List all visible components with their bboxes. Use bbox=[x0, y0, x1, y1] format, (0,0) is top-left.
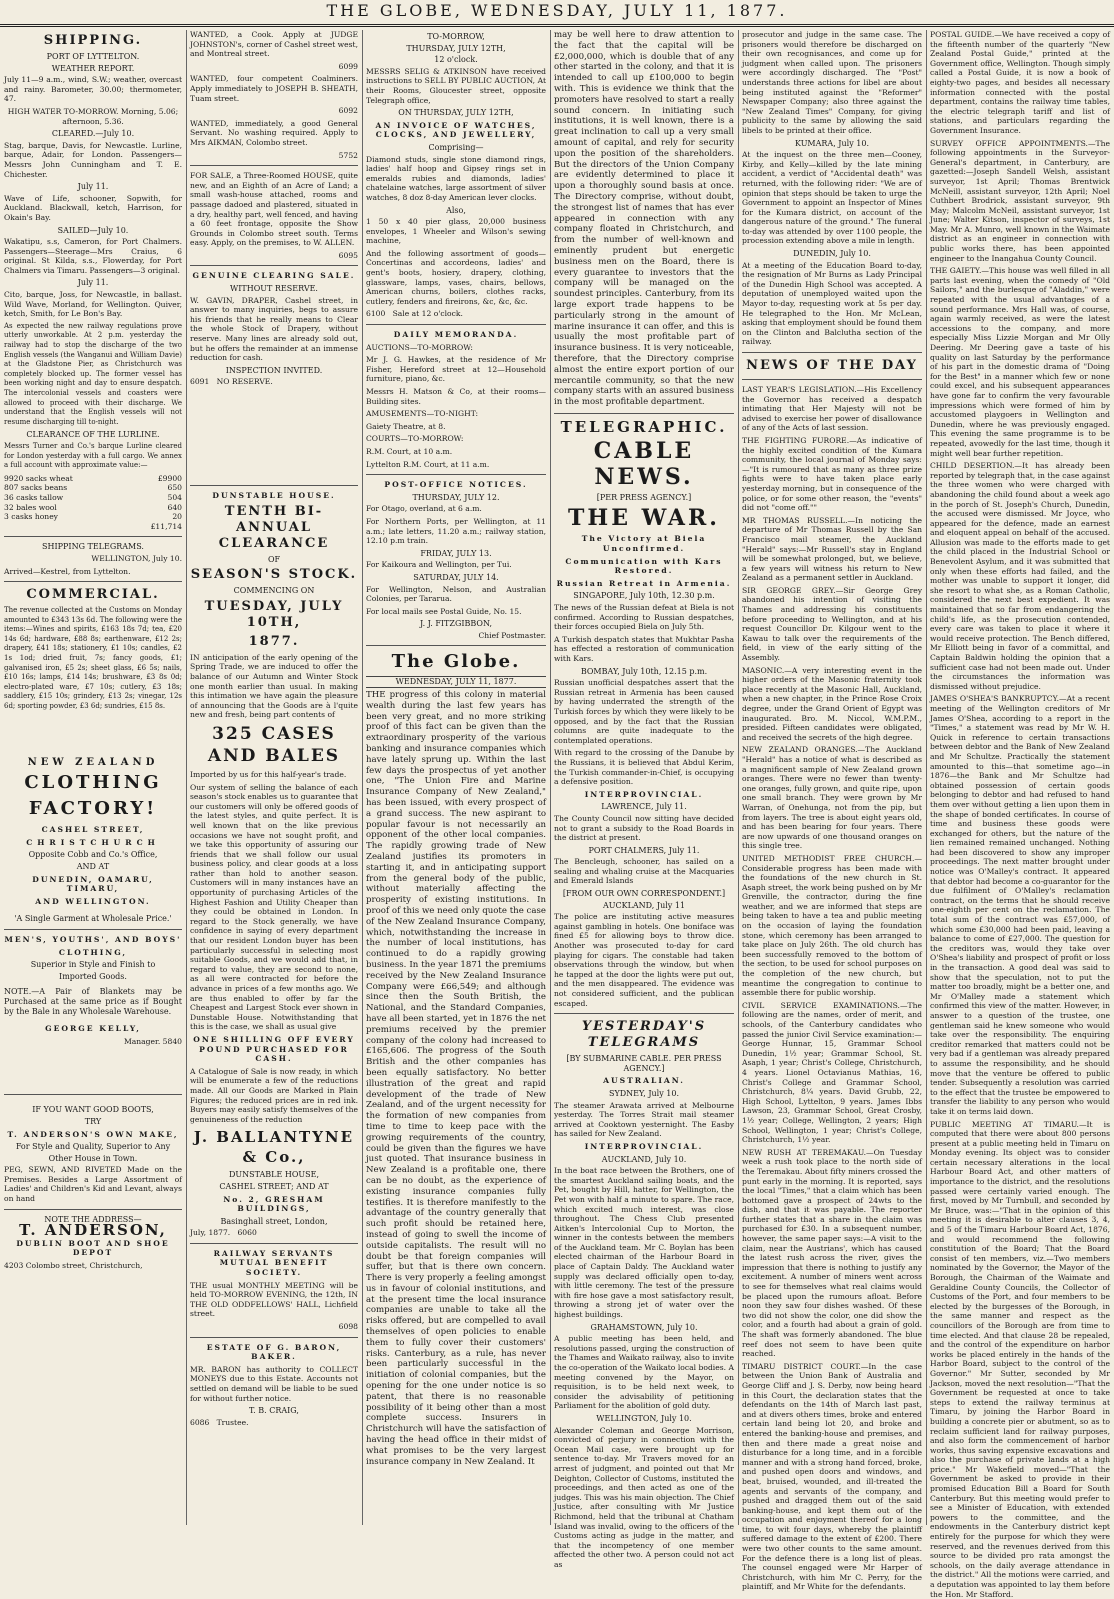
date-subhead: July 11. bbox=[4, 182, 182, 192]
telegraphic-heading: TELEGRAPHIC. bbox=[554, 419, 734, 435]
editorial-continued: may be well here to draw attention to the fact that the capital will be £2,000,000, which is double that of any other started in the colony, and that it is intended to call up £100,000 to begin with. This is evidence we think that the promoters have resolved to start a really sound concern. In initiating such institutions, it is well known, there is a great inclination to call up a very small amount of capital, and rely for security upon the position of the shareholders. But the directors of the Union Company are evidently determined to place it upon a thoroughly sound basis at once. The Directory comprise, without doubt, the strongest list of names that has ever appeared in connection with any company floated in Christchurch, and from the number of well-known and eminently prudent but energetic business men on the Board, there is every guarantee to investors that the company will be managed on the soundest principles. Canterbury, from its large export trade happens to be particularly strong in the amount of marine insurance it can offer, and this is usually the most profitable part of insurance business. It is very noticeable, therefore, that the Directory comprise almost the entire export portion of our mercantile community, so that the new company starts with an assured business in the most profitable department. bbox=[554, 30, 734, 408]
imported-text: Imported by us for this half-year's trade. bbox=[190, 770, 358, 780]
factory-heading: CLOTHING FACTORY! bbox=[4, 770, 182, 822]
column-rule bbox=[738, 30, 739, 1525]
commencing: COMMENCING ON bbox=[190, 586, 358, 596]
dunedin-text: At a meeting of the Education Board to-day, the resignation of Mr Burns as Lady Principal of the Dunedin High School was accepted. A deputation of unemployed waited upon the Mayor to-day, requesting work at 5s per day. He telegraphed to the Hon. Mr McLean, asking that employment should be found them on the Clinton and Balclutha section of the railway. bbox=[742, 261, 922, 347]
sale-year: 1877. bbox=[190, 634, 358, 650]
news-item: THE FIGHTING FURORE.—As indicative of the highly excited condition of the Kumara community, the local journal of Monday says:—"It is rumoured that as many as three prize fights were to have taken place early yesterday morning, but in consequence of the police, or for some other reason, the "events" did not "come off."" bbox=[742, 436, 922, 513]
seasons-stock: SEASON'S STOCK. bbox=[190, 567, 358, 583]
auckland-text: The police are instituting active measures against gambling in hotels. One boniface was fined £5 for allowing boys to throw dice. Another was prosecuted to-day for card playing for cigars. The constable had taken observations through the window, but when he tapped at the door the lights were put out, and the men disappeared. The evidence was not considered sufficient, and the publican escaped. bbox=[554, 912, 734, 1008]
ballantyne-name: J. BALLANTYNE & Co., bbox=[190, 1127, 358, 1167]
grahamstown-text: A public meeting has been held, and resolutions passed, urging the construction of the Thames and Waikato railway, also to invite the co-operation of the Waikato local bodies. A meeting convened by the Mayor, on requisition, is to be held next week, to consider the advisability of petitioning Parliament for the abolition of gold duty. bbox=[554, 1334, 734, 1411]
invoice-heading: AN INVOICE OF WATCHES, CLOCKS, AND JEWELLERY, bbox=[366, 121, 546, 140]
dunstable-house: DUNSTABLE HOUSE, bbox=[190, 1170, 358, 1180]
craig-name: T. B. CRAIG, bbox=[190, 1406, 358, 1416]
envelopes-text: 1 50 x 40 pier glass, 20,000 business envelopes, 1 Wheeler and Wilson's sewing machine, bbox=[366, 217, 546, 246]
ad-number: 6092 bbox=[190, 106, 358, 116]
kumara-text: At the inquest on the three men—Cooney, Kirby, and Kelly—killed by the late mining accident, a verdict of "Accidental death" was returned, with the following rider: "We are of opinion that steps should be taken to urge the Government to appoint an Inspector of Mines for the Kumara district, on account of the dangerous nature of the ground." The funeral to-day was attended by over 1100 people, the procession extending above a mile in length. bbox=[742, 150, 922, 246]
anderson-name: T. ANDERSON, bbox=[4, 1226, 182, 1236]
sydney-dateline: SYDNEY, July 10. bbox=[554, 1089, 734, 1099]
news-item: SIR GEORGE GREY.—Sir George Grey abandoned his intention of visiting the Thames and addressing his constituents before proceeding to Wellington, and at his request Councillor Dr. Kilgour went to the Kawau to talk over the requirements of the field, in view of the early sitting of the Assembly. bbox=[742, 586, 922, 663]
cashel-street: CASHEL STREET; AND AT bbox=[190, 1182, 358, 1192]
for-sale-ad: FOR SALE, a Three-Roomed HOUSE, quite new, and an Eighth of an Acre of Land; a small wash-house attached, rooms and passage dadoed and plastered, situated in a dry, healthy part, well fenced, and having a 60 feet frontage, opposite the Show Grounds in Colombo street south. Terms easy. Apply, on the premises, to W. ALLEN. bbox=[190, 171, 358, 248]
post-item: For Kaikoura and Wellington, per Tui. bbox=[366, 560, 546, 570]
column-rule bbox=[550, 30, 551, 1525]
and-at: AND AT bbox=[4, 862, 182, 872]
news-item: THE GAIETY.—This house was well filled in all parts last evening, when the comedy of "Old Sailors," and the burlesque of "Aladdin," were repeated with the usual advantages of a sound performance. Mrs Hall was, of course, again warmly received, as were the latest accessions to the company, and more especially Miss Lizzie Morgan and Mr Olly Deering. Mr Deering gave a taste of his quality on last Saturday by the performance of his part in the domestic drama of "Doing for the Best" in a manner which few or none could excel, and his subsequent appearances have gone far to confirm the very favourable impressions which were formed of him by accustomed playgoers in Wellington and Dunedin, where he was previously engaged. This evening the same programme is to be repeated, avowedly for the last time, though it might well bear further repetition. bbox=[930, 266, 1110, 458]
ballantyne-date: July, 1877. 6060 bbox=[190, 1228, 358, 1238]
kumara-dateline: KUMARA, July 10. bbox=[742, 139, 922, 149]
interprovincial-heading: INTERPROVINCIAL. bbox=[554, 1142, 734, 1152]
column-rule bbox=[362, 30, 363, 1525]
of: OF bbox=[190, 555, 358, 565]
fitzgibbon: J. J. FITZGIBBON, bbox=[366, 619, 546, 629]
telegrams-heading: SHIPPING TELEGRAMS. bbox=[4, 542, 182, 552]
lead-text: prosecutor and judge in the same case. The prisoners would therefore be discharged on their own recognisances, and come up for judgment when called upon. The prisoners were accordingly discharged. The "Post" understands three actions for libel are about being instituted against the "Reformer" Newspaper Company; also three against the "New Zealand Times" Company, for giving publicity to the same by allowing the said libels to be printed at their office. bbox=[742, 30, 922, 136]
news-item: LAST YEAR'S LEGISLATION.—His Excellency the Governor has received a despatch intimating that Her Majesty will not be advised to exercise her power of disallowance of any of the Acts of last session. bbox=[742, 385, 922, 433]
war-text: A Turkish despatch states that Mukhtar Pasha has effected a restoration of communication with Kars. bbox=[554, 635, 734, 664]
address-heading: NOTE THE ADDRESS— bbox=[4, 1215, 182, 1225]
kelly-name: GEORGE KELLY, bbox=[4, 1024, 182, 1034]
branches-wellington: AND WELLINGTON. bbox=[4, 897, 182, 907]
cases-bales: 325 CASES AND BALES bbox=[190, 723, 358, 767]
dateline: WEDNESDAY, JULY 11, 1877. bbox=[366, 676, 546, 688]
cleared-text: Stag, barque, Davis, for Newcastle. Lurline, barque, Adair, for London. Passengers—Messrs John Cunningham and T. E. Chichester. bbox=[4, 141, 182, 179]
post-item: For local mails see Postal Guide, No. 15. bbox=[366, 607, 546, 617]
courts-label: COURTS—TO-MORROW: bbox=[366, 434, 546, 444]
cargo-table bbox=[4, 474, 182, 532]
auckland-dateline: AUCKLAND, July 11 bbox=[554, 901, 734, 911]
dunedin-dateline: DUNEDIN, July 10. bbox=[742, 249, 922, 259]
wave-text: Wave of Life, schooner, Sopwith, for Auckland. Blackwall, ketch, Harrison, for Okain's Bay. bbox=[4, 194, 182, 223]
globe-title: The Globe. bbox=[366, 651, 546, 673]
kelly-title: Manager. 5840 bbox=[4, 1037, 182, 1047]
twelve: 12 o'clock. bbox=[366, 55, 546, 65]
news-item: POSTAL GUIDE.—We have received a copy of the fifteenth number of the quarterly "New Zealand Postal Guide," printed at the Government office, Wellington. Though simply called a Postal Guide, it is now a book of eighty-two pages, and besides all necessary information connected with the postal department, contains the railway time tables, the electric telegraph tariff and list of stations, and particulars regarding the Government Insurance. bbox=[930, 30, 1110, 136]
weather-text: July 11—9 a.m., wind, S.W.; weather, overcast and rainy. Barometer, 30.00; thermometer, 47. bbox=[4, 75, 182, 104]
auctions-label: AUCTIONS—TO-MORROW: bbox=[366, 343, 546, 353]
ad-number: 5752 bbox=[190, 151, 358, 161]
thursday: THURSDAY, JULY 12TH, bbox=[366, 44, 546, 54]
gaiety-item: Gaiety Theatre, at 8. bbox=[366, 422, 546, 432]
post-item: For Wellington, Nelson, and Australian Colonies, per Tararua. bbox=[366, 585, 546, 604]
ad-number: 6095 bbox=[190, 251, 358, 261]
news-item: CHILD DESERTION.—It has already been reported by telegraph that, in the case against the three women who were charged with abandoning the child found about a week ago in the porch of St. Joseph's Church, Dunedin, the accused were dismissed. Mr Joyce, who appeared for the defence, made an earnest and eloquent appeal on behalf of the accused. Allusion was made to the efforts made to get the child placed in the Industrial School or Benevolent Asylum, and it was submitted that only when these efforts had failed, and the mother was unable to support it longer, did she resort to what she, as a Roman Catholic, considered the next best expedient. It was maintained that so far from endangering the child's life, as the prosecution contended, every care was taken to place it where it would receive protection. The Bench differed, Mr Elliott being in favor of a committal, and Captain Baldwin holding the opinion that a sufficient case had not been made out. Under the circumstances the information was dismissed without prejudice. bbox=[930, 461, 1110, 691]
ad-number: 6098 bbox=[190, 1322, 358, 1332]
news-item: NEW ZEALAND ORANGES.—The Auckland "Herald" has a notice of what is described as a magnificent sample of New Zealand grown oranges. There were no fewer than twenty-one oranges, fully grown, and quite ripe, upon one small branch. They were grown by Mr Warran, of Onehunga, not from the pip, but from layers. The tree is about eight years old, and has been bearing for four years. There are now upwards of one thousand oranges on this single tree. bbox=[742, 745, 922, 851]
system-text: Our system of selling the balance of each season's stock enables us to guarantee that our customers will only be offered goods of the latest styles, and quite perfect. It is well known that on the like previous occasions we have not sought profit, and we take this opportunity of assuring our friends that we shall follow our usual business policy, and clear goods at a loss rather than hold to another season. Customers will in many instances have an opportunity of purchasing Articles of the Highest Fashion and Utility Cheaper than they could be obtained in London. In regard to the Stock generally, we have confidence in saying of every department that our resident London buyer has been particularly successful in selecting most suitable Goods, and we would add that, in regard to value, they are second to none, as all were contracted for before the advance in prices of a few months ago. We are thus enabled to offer by far the Cheapest and Largest Stock ever shown in Dunstable House. Notwithstanding that this is the case, we shall as usual give bbox=[190, 783, 358, 1032]
weather-heading: WEATHER REPORT. bbox=[4, 64, 182, 74]
memoranda-heading: DAILY MEMORANDA. bbox=[366, 330, 546, 340]
christchurch: CHRISTCHURCH bbox=[4, 838, 182, 848]
editorial-text: THE progress of this colony in material wealth during the last few years has been very great, and no more striking proof of this fact can be given than the extraordinary prosperity of the various banking and insurance companies which have lately sprung up. Within the last few days the prospectus of yet another one, "The Union Fire and Marine Insurance Company of New Zealand," has been issued, with every prospect of a grand success. The new aspirant to popular favour is not necessarily an opponent of the other local companies. The rapidly growing trade of New Zealand justifies its promoters in starting it, and in anticipating support from the general body of the public, without materially affecting the prosperity of existing institutions. In proof of this we need only quote the case of the New Zealand Insurance Company, which, notwithstanding the increase in the number of local institutions, has continued to do a rapidly growing business. In the year 1871 the premiums received by the New Zealand Insurance Company were £66,549; and although since then the South British, the National, and the Standard Companies, have all been started, yet in 1876 the net premiums received by the premier company of the colony had increased to £165,606. The progress of the South British and the other companies has been equally satisfactory. No better illustration of the great and rapid development of the trade of New Zealand, and of the urgent necessity for the formation of new companies from time to time to keep pace with the growing requirements of the country, could be given than the figures we have just quoted. That insurance business in New Zealand is a profitable one, there can be no doubt, as the experience of existing insurance companies fully testifies. It is therefore manifestly to the advantage of the country generally that such profit should be retained here, instead of going to swell the income of outside capitalists. The result will no doubt be that foreign companies will suffer, but that is there own concern. There is very properly a feeling amongst us in favour of colonial institutions, and at the present time the local insurance companies are unable to take all the risks offered, but are compelled to avail themselves of open policies to enable them to fully cover their customers' risks. Canterbury, as a rule, has never been particularly successful in the initiation of colonial companies, but the opening for the one under notice is so patent, that there is no reasonable possibility of it being other than a most complete success. Insurers in Christchurch will have the satisfaction of having the head office in their midst of what promises to be the very largest insurance company in New Zealand. It bbox=[366, 690, 546, 1467]
lawrence-dateline: LAWRENCE, July 11. bbox=[554, 802, 734, 812]
high-water: HIGH WATER TO-MORROW. Morning, 5.06; afternoon, 5.36. bbox=[4, 107, 182, 126]
single-garment: 'A Single Garment at Wholesale Price.' bbox=[4, 914, 182, 924]
sailed-text: Wakatipu, s.s, Cameron, for Port Chalmers. Passengers—Steerage—Mrs Craius, 6 original. St Kilda, s.s., Flowerday, for Port Chalmers via Timaru. Passengers—3 original. bbox=[4, 237, 182, 275]
opposite: Opposite Cobb and Co.'s Office, bbox=[4, 850, 182, 860]
auckland-text: In the boat race between the Brothers, one of the smartest Auckland sailing boats, and the Pet, bought by Hill, hatter, for Wellington, the Pet won with half a minute to spare. The race, which excited much interest, was close throughout. The Chess Club presented Aitken's Intercolonial Cup to Morton, the winner in the contests between the members of the Auckland team. Mr C. Boylan has been elected chairman of the Harbour Board in place of Captain Daldy. The Auckland water supply was declared officially open to-day, with little ceremony. The test of the pressure with fire hose gave a most satisfactory result, throwing a strong jet of water over the highest buildings. bbox=[554, 1166, 734, 1320]
yesterday-heading: YESTERDAY'S TELEGRAMS bbox=[554, 1019, 734, 1051]
news-item: TIMARU DISTRICT COURT.—In the case between the Union Bank of Australia and George Cliff and J. S. Derby, now being heard in this Court, the declaration states that the defendants on the 14th of March last past, and at divers others times, broke and entered certain land being lot 20, and broke and entered the banking-house and premises, and then and there made a great noise and disturbance for a long time, and in a forcible manner and with a strong hand forced, broke, and pushed open doors and windows, and beat, bruised, wounded, and ill-treated the agents and servants of the company, and pushed and dragged them out of the said banking-house, and kept them out of the occupation and enjoyment thereof for a long time, to wit four days, whereby the plaintiff suffered damage to the extent of £200. There were two other counts to the same amount. For the defence there is a long list of pleas. The counsel engaged were Mr Harper of Christchurch, with him Mr C. Perry, for the plaintiff, and Mr White for the defendants. bbox=[742, 1362, 922, 1592]
lawrence-text: The County Council now sitting have decided not to grant a subsidy to the Road Boards in the district at present. bbox=[554, 814, 734, 843]
tuesday-date: TUESDAY, JULY 10TH, bbox=[190, 599, 358, 631]
shipping-heading: SHIPPING. bbox=[4, 33, 182, 49]
war-text: Russian unofficial despatches assert that the Russian retreat in Armenia has been caused by having underrated the strength of the Turkish forces by which they were likely to be opposed, and by the fact that the Russian columns are quite inadequate to the contemplated operations. bbox=[554, 678, 734, 745]
news-item: PUBLIC MEETING AT TIMARU.—It is computed that there were about 800 persons present at a public meeting held in Timaru on Monday evening. Its object was to consider certain necessary alterations in the local Harbour Board Act, and other matters of importance to the district, and the resolutions passed were certainly varied enough. The first, moved by Mr Turnbull, and seconded by Mr Bruce, was:—"That in the opinion of this meeting it is desirable to alter clauses 3, 4, and 5 of the Timaru Harbour Board Act, 1876, and would recommend the following constitution of the Board; That the Board consist of ten members, viz.—Two members nominated by the Governor, the Mayor of the Borough, the Chairman of the Waimate and Geraldine County Councils, the Collector of Customs of the Port, and four members to be elected by the burgesses of the Borough, in the same manner and respect as the councillors of the Borough are from time to time elected. And that clause 28 be repealed, and the control of the expenditure on harbor works be placed entirely in the hands of the Harbor Board, subject to the control of the Governor." Mr Sutter, seconded by Mr Jackson, moved the next resolution—"That the Government be requested at once to take steps to extend the railway terminus at Timaru, by joining the Harbor Board in building a concrete pier or abutment, so as to reclaim sufficient land for railway purposes, and also form the commencement of harbor works, thus saving expensive excavations and also the purchase of private lands at a high price." Mr Wakefield moved—"That the Government be asked to provide in their promised Education Bill a Board for South Canterbury. But this meeting would prefer to see a Minister of Education, with extended powers to the committee, and the endowments in the Canterbury district kept entirely for the purpose for which they were reserved, and the revenues derived from this source to be divided pro rata amongst the schools, on the daily average attendance in the district." All the motions were carried, and a deputation was appointed to lay them before the Hon. Mr Stafford. bbox=[930, 1120, 1110, 1599]
railway-text: As expected the new railway regulations prove utterly unworkable. At 2 p.m. yesterday the railway had to stop the discharge of the two English vessels (the Wanganui and William Davie) at the Gladstone Pier, as Christchurch was completely blocked up. The former vessel has been working night and day to ensure despatch. The intercolonial vessels and coasters were allowed to proceed with their discharge. We understand that the English vessels will not resume discharging till to-night. bbox=[4, 322, 182, 428]
port-heading: PORT OF LYTTELTON. bbox=[4, 52, 182, 62]
style-line: For Style and Quality, Superior to Any bbox=[4, 1142, 182, 1152]
news-item: SURVEY OFFICE APPOINTMENTS.—The following appointments in the Surveyor-General's department, in Canterbury, are gazetted:—Joseph Sandell Welsh, assistant surveyor, 1st April; Thomas Brentwick McNeill, assistant surveyor, 12th April; Noel Cuthbert Brodrick, assistant surveyor, 9th May; Malcolm McNeil, assistant surveyor, 1st June; Walter Kitson, inspector of surveys, 1st May. Mr A. Munro, well known in the Waimate district as an engineer in connection with public works there, has been appointed engineer to the Inangahua County Council. bbox=[930, 139, 1110, 264]
imported-line: Imported Goods. bbox=[4, 972, 182, 982]
try: TRY bbox=[4, 1117, 182, 1127]
no-reserve-line: 6091 NO RESERVE. bbox=[190, 377, 358, 387]
on-thursday: ON THURSDAY, JULY 12TH, bbox=[366, 108, 546, 118]
tomorrow: TO-MORROW, bbox=[366, 32, 546, 42]
column-3 bbox=[366, 30, 546, 1525]
clearance-text: Messrs Turner and Co.'s barque Lurline cleared for London yesterday with a full cargo. We annex a full account with approximate value:— bbox=[4, 442, 182, 471]
war-text: With regard to the crossing of the Danube by the Russians, it is believed that Abdul Kerim, the Turkish commander-in-Chief, is occupying a defensive position. bbox=[554, 748, 734, 786]
column-1 bbox=[4, 30, 182, 1525]
boots-heading: IF YOU WANT GOOD BOOTS, bbox=[4, 1105, 182, 1115]
chalmers-text: The Bencleugh, schooner, has sailed on a sealing and whaling cruise at the Macquaries and Emerald Islands bbox=[554, 857, 734, 886]
column-6 bbox=[930, 30, 1110, 1525]
submarine: [BY SUBMARINE CABLE. PER PRESS AGENCY.] bbox=[554, 1054, 734, 1073]
masthead: THE GLOBE, WEDNESDAY, JULY 11, 1877. bbox=[0, 0, 1114, 27]
wanted-ad: WANTED, a Cook. Apply at JUDGE JOHNSTON's, corner of Cashel street west, and Montreal street. bbox=[190, 30, 358, 59]
news-item: MASONIC.—A very interesting event in the higher orders of the Masonic fraternity took place recently at the Masonic Hall, Auckland, when a new chapter, in the Prince Rose Croix degree, under the Grand Orient of Egypt was inaugurated. Bro. M. Niccol, W.M.P.M., presided. Fifteen candidates were obligated, and received the secrets of the high degree. bbox=[742, 666, 922, 743]
date-subhead: July 11. bbox=[4, 278, 182, 288]
news-item: MR THOMAS RUSSELL.—In noticing the departure of Mr Thomas Russell by the San Francisco mail steamer, the Auckland "Herald" says:—Mr Russell's stay in England will be somewhat prolonged, but, we believe, a few years will witness his return to New Zealand as a permanent settler in Auckland. bbox=[742, 516, 922, 583]
other-line: Other House in Town. bbox=[4, 1154, 182, 1164]
gresham-buildings: No. 2, GRESHAM BUILDINGS, bbox=[190, 1195, 358, 1214]
anderson-own-make: T. ANDERSON'S OWN MAKE, bbox=[4, 1130, 182, 1140]
sailed-heading: SAILED—July 10. bbox=[4, 226, 182, 236]
baron-heading: ESTATE OF G. BARON, BAKER. bbox=[190, 1343, 358, 1362]
wellington-text: Alexander Coleman and George Morrison, convicted of perjury in connection with the Ocean Mail case, were brought up for sentence to-day. Mr Travers moved for an arrest of judgment, and pointed out that Mr Deighton, Collector of Customs, instituted the proceedings, and then acted as one of the judges. This was his main objection. The Chief Justice, after consulting with Mr Justice Richmond, held that the tribunal at Chatham Island was invalid, owing to the officers of the Customs acting as judge in the matter, and that the incompetency of one member affected the other two. A person could not act as bbox=[554, 1426, 734, 1570]
branches: DUNEDIN, OAMARU, TIMARU, bbox=[4, 875, 182, 894]
railway-text: THE usual MONTHLY MEETING will be held TO-MORROW EVENING, the 12th, IN THE OLD ODDFELLOWS' HALL, Lichfield street. bbox=[190, 1281, 358, 1319]
chalmers-dateline: PORT CHALMERS, July 11. bbox=[554, 846, 734, 856]
war-heading: THE WAR. bbox=[554, 505, 734, 531]
also: Also, bbox=[366, 206, 546, 216]
grahamstown-dateline: GRAHAMSTOWN, July 10. bbox=[554, 1323, 734, 1333]
nz-heading: NEW ZEALAND bbox=[4, 758, 182, 768]
baron-sign: 6086 Trustee. bbox=[190, 1418, 358, 1428]
basinghall: Basinghall street, London, bbox=[190, 1217, 358, 1227]
ad-number: 6099 bbox=[190, 62, 358, 72]
table-total: £11,714 bbox=[4, 522, 182, 532]
comprising: Comprising— bbox=[366, 143, 546, 153]
auction-item: Mr J. G. Hawkes, at the residence of Mr Fisher, Hereford street at 12—Household furniture, piano, &c. bbox=[366, 355, 546, 384]
mens-heading: MEN'S, YOUTHS', AND BOYS' bbox=[4, 935, 182, 945]
goods-text: And the following assortment of goods—Concertinas and accordeons, ladies' and gent's boots, hosiery, drapery, clothing, glassware, lamps, vases, chairs, bellows, American churns, boilers, clothes racks, cutlery, fenders and fireirons, &c, &c, &c. bbox=[366, 249, 546, 307]
news-item: JAMES O'SHEA'S BANKRUPTCY.—At a recent meeting of the Wellington creditors of Mr James O'Shea, according to a report in the "Times," a statement was read by Mr W. H. Quick in reference to certain transactions between debtor and the Bank of New Zealand and Mr Schultze. Practically the statement amounted to this—that sometime ago—in 1876—the Bank and Mr Schultze had obtained possession of certain goods belonging to debtor and had refused to hand them over without getting a lien upon them in the shape of bonded certificates. In course of time and business these goods were exchanged for others, but the nature of the lien remained remained unchanged. Nothing had been discovered to show any improper proceedings. The next matter brought under notice was O'Malley's contract. It appeared that debtor had become a co-guarantor for the due fulfilment of O'Malley's reclamation contract, on the terms that he should receive one-eighth per cent on the reclamation. The total sum of the contract was £57,000, of which some £30,000 had been paid, leaving a balance to come of £27,000. The question for the creditors was, would they take over O'Shea's liability and prospect of profit or loss in the transaction. A good deal was said to show that the speculation, not to put the matter too broadly, might be a better one, and Mr O'Malley made a statement which confirmed this view of the matter. However, in answer to a question of the trustee, one gentleman said he knew someone who would take over the responsibility. The enquiring creditor remarked that matters could not be very bad if a gentleman was already prepared to assume the responsibility, and he should move that the venture be offered to public tender. Subsequently a resolution was carried to the effect that the trustee be empowered to transfer the liability to any person who would take it on terms laid down. bbox=[930, 694, 1110, 1116]
column-rule bbox=[926, 30, 927, 1525]
selig-text: MESSRS SELIG & ATKINSON have received instructions to SELL BY PUBLIC AUCTION, At their Rooms, Gloucester street, opposite Telegraph office, bbox=[366, 67, 546, 105]
kars-subhead: Communication with Kars Restored. bbox=[554, 557, 734, 576]
wanted-ad: WANTED, immediately, a good General Servant. No washing required. Apply to Mrs AIKMAN, Colombo street. bbox=[190, 119, 358, 148]
post-item: For Otago, overland, at 6 a.m. bbox=[366, 504, 546, 514]
without-reserve: WITHOUT RESERVE. bbox=[190, 284, 358, 294]
correspondent: [FROM OUR OWN CORRESPONDENT.] bbox=[554, 889, 734, 899]
clothing-heading: CLOTHING, bbox=[4, 948, 182, 958]
war-text: The news of the Russian defeat at Biela is not confirmed. According to Russian despatches, their forces occupied Biela on July 5th. bbox=[554, 603, 734, 632]
table-row: 32 bales wool 640 bbox=[4, 503, 182, 513]
court-item: R.M. Court, at 10 a.m. bbox=[366, 447, 546, 457]
genuine-heading: GENUINE CLEARING SALE. bbox=[190, 271, 358, 281]
auckland-dateline: AUCKLAND, July 10. bbox=[554, 1155, 734, 1165]
post-heading: POST-OFFICE NOTICES. bbox=[366, 480, 546, 490]
railway-heading: RAILWAY SERVANTS MUTUAL BENEFIT SOCIETY. bbox=[190, 1249, 358, 1278]
auction-item: Messrs H. Matson & Co, at their rooms—Building sites. bbox=[366, 387, 546, 406]
sydney-text: The steamer Arawata arrived at Melbourne yesterday. The Torres Strait mail steamer arrived at Cooktown yesternight. The Easby has sailed for New Zealand. bbox=[554, 1101, 734, 1139]
column-5 bbox=[742, 30, 922, 1525]
cleared-heading: CLEARED.—July 10. bbox=[4, 129, 182, 139]
clearance-heading: TENTH BI-ANNUAL CLEARANCE bbox=[190, 504, 358, 552]
singapore-dateline: SINGAPORE, July 10th, 12.30 p.m. bbox=[554, 591, 734, 601]
post-day: SATURDAY, JULY 14. bbox=[366, 573, 546, 583]
amusements-label: AMUSEMENTS—TO-NIGHT: bbox=[366, 409, 546, 419]
gavin-ad: W. GAVIN, DRAPER, Cashel street, in answer to many inquiries, begs to assure his friends that he really means to Clear the whole Stock of Drapery, without reserve. Many lines are already sold out, but he offers the remainder at an immense reduction for cash. bbox=[190, 296, 358, 363]
interprovincial-heading: INTERPROVINCIAL. bbox=[554, 790, 734, 800]
pegged-text: PEG, SEWN, AND RIVETED Made on the Premises. Besides a Large Assortment of Ladies' and Children's Kid and Levant, always on hand bbox=[4, 1165, 182, 1203]
court-item: Lyttelton R.M. Court, at 11 a.m. bbox=[366, 460, 546, 470]
commercial-heading: COMMERCIAL. bbox=[4, 587, 182, 603]
news-item: UNITED METHODIST FREE CHURCH.—Considerable progress has been made with the foundations of the new church in St. Asaph street, the work being pushed on by Mr Grenville, the contractor, during the fine weather, and we are informed that steps are being taken to have a tea and public meeting on the occasion of laying the foundation stone, which ceremony has been arranged to take place on July 26th. The old church has been successfully removed to the bottom of the section, to be used for school purposes on the completion of the new church, but meantime the congregation to continue to assemble there for public worship. bbox=[742, 854, 922, 998]
news-heading: NEWS OF THE DAY bbox=[742, 358, 922, 374]
column-2 bbox=[190, 30, 358, 1525]
table-row: 3 casks honey 20 bbox=[4, 512, 182, 522]
clearance-heading: CLEARANCE OF THE LURLINE. bbox=[4, 430, 182, 440]
dunstable-heading: DUNSTABLE HOUSE. bbox=[190, 491, 358, 501]
wellington-dateline: WELLINGTON, July 10. bbox=[554, 1414, 734, 1424]
telegrams-place: WELLINGTON, July 10. bbox=[4, 554, 182, 564]
cashel-street: CASHEL STREET, bbox=[4, 825, 182, 835]
items-text: Diamond studs, single stone diamond rings, ladies' half hoop and Gipsey rings set in emeralds rubies and diamonds, ladies' chatelaine watches, large assortment of silver watches, 8 doz 8-day American lever clocks. bbox=[366, 155, 546, 203]
telegrams-text: Arrived—Kestrel, from Lyttelton. bbox=[4, 567, 182, 577]
depot-name: DUBLIN BOOT AND SHOE DEPOT bbox=[4, 1239, 182, 1258]
retreat-subhead: Russian Retreat in Armenia. bbox=[554, 579, 734, 589]
table-row: 9920 sacks wheat £9900 bbox=[4, 474, 182, 484]
bombay-dateline: BOMBAY, July 10th, 12.15 p.m. bbox=[554, 667, 734, 677]
column-4 bbox=[554, 30, 734, 1525]
sale-time: 6100 Sale at 12 o'clock. bbox=[366, 309, 546, 319]
press-agency: [PER PRESS AGENCY.] bbox=[554, 493, 734, 503]
catalogue-text: A Catalogue of Sale is now ready, in which will be enumerate a few of the reductions made. All our Goods are Marked in Plain Figures; the reduced prices are in red ink. Buyers may easily satisfy themselves of the genuineness of the reduction bbox=[190, 1067, 358, 1125]
news-item: CIVIL SERVICE EXAMINATIONS.—The following are the names, order of merit, and schools, of the Canterbury candidates who passed the junior Civil Service examination:—George Hunnar, 15, Grammar School Dunedin, 1½ year; Grammar School, St. Asaph, 1 year; Christ's College, Christchurch, 4 years. Lionel Octavianus Mathias, 16, Christ's College and Grammar School, Christchurch, 8¼ years. David Grubb, 22, High School, Lyttelton, 9 years. James Ibbs Lawson, 23, Grammar School, Great Crosby, 1½ year; College, Wellington, 2 years; High School, Wellington, 1 year; Christ's College, Christchurch, 1½ year. bbox=[742, 1001, 922, 1145]
news-item: NEW RUSH AT TEREMAKAU.—On Tuesday week a rush took place to the north side of the Teremakau. About fifty miners crossed the punt early in the morning. It is reported, says the local "Times," that a claim which has been bottomed gave a prospect of 24wts to the dish, and that it was payable. The reporter further states that a share in the claim was purchased for £30. In a subsequent number, however, the same paper says:—A visit to the claim, near the Austrians', which has caused the latest rush across the river, gives the impression that there is nothing to justify any excitement. A number of miners went across to see for themselves what real claims would be placed upon the rumours afloat. Before noon they saw four dishes washed. Of these two did not show the color, one did show the color, and a fourth had about a grain of gold. The shaft was formerly abandoned. The blue reef does not seem to have been quite reached. bbox=[742, 1148, 922, 1359]
column-rule bbox=[186, 30, 187, 1525]
cable-heading: CABLE NEWS. bbox=[554, 438, 734, 490]
superior-line: Superior in Style and Finish to bbox=[4, 960, 182, 970]
post-day: THURSDAY, JULY 12. bbox=[366, 493, 546, 503]
anticipation-text: IN anticipation of the early opening of the Spring Trade, we are induced to offer the balance of our Autumn and Winter Stock one month earlier than usual. In making this intimation we have again the pleasure of announcing that the Goods are à l'quite new and fresh, being part contents of bbox=[190, 653, 358, 720]
blankets-note: NOTE.—A Pair of Blankets may be Purchased at the same price as if Bought by the Bale in any Wholesale Warehouse. bbox=[4, 987, 182, 1016]
commercial-text: The revenue collected at the Customs on Monday amounted to £343 13s 6d. The following were the items:—Wines and spirits, £163 18s 7d; tea, £20 14s 6d; hardware, £88 8s; earthenware, £12 2s; drapery, £41 18s; stationery, £1 10s; candles, £2 1s 1od; dried fruit, 7s; fancy goods, £1; galvanised iron, £5 2s; sheet glass, £6 5s; nails, £10 16s; lamps, £14 14s; brushware, £3 8s 0d; electro-plated ware, £7 10s; cutlery, £3 18s; saddlery, £15 10s; grindery, £13 2s; vinegar, 12s 6d; sporting powder, £3 6d; sundries, £15 8s. bbox=[4, 606, 182, 712]
cito-text: Cito, barque, Joss, for Newcastle, in ballast. Wild Wave, Morland, for Wellington. Quiver, ketch, Smith, for Le Bon's Bay. bbox=[4, 290, 182, 319]
victory-subhead: The Victory at Biela Unconfirmed. bbox=[554, 534, 734, 553]
shilling-offer: ONE SHILLING OFF EVERY POUND PURCHASED FOR CASH. bbox=[190, 1035, 358, 1064]
post-item: For Northern Ports, per Wellington, at 11 a.m.; late letters, 11.20 a.m.; railway station, 12.10 p.m train. bbox=[366, 517, 546, 546]
table-row: 36 casks tallow 504 bbox=[4, 493, 182, 503]
australian-heading: AUSTRALIAN. bbox=[554, 1076, 734, 1086]
table-row: 807 sacks beans 650 bbox=[4, 483, 182, 493]
depot-address: 4203 Colombo street, Christchurch, bbox=[4, 1261, 182, 1271]
baron-text: MR. BARON has authority to COLLECT MONEYS due to this Estate. Accounts not settled on demand will be liable to be sued for without further notice. bbox=[190, 1365, 358, 1403]
inspection-invited: INSPECTION INVITED. bbox=[190, 366, 358, 376]
post-day: FRIDAY, JULY 13. bbox=[366, 549, 546, 559]
postmaster: Chief Postmaster. bbox=[366, 631, 546, 641]
wanted-ad: WANTED, four competent Coalminers. Apply immediately to JOSEPH B. SHEATH, Tuam street. bbox=[190, 74, 358, 103]
